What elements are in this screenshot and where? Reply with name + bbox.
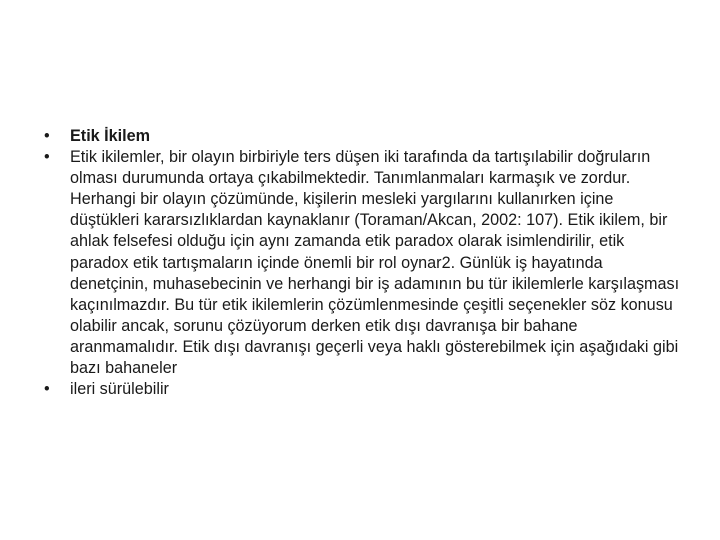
bullet-title-text: Etik İkilem — [70, 127, 151, 145]
bullet-continuation-text: ileri sürülebilir — [70, 380, 169, 399]
bullet-paragraph-text: Etik ikilemler, bir olayın birbiriyle ters düşen iki tarafında da tartışılabilir doğruların olması durumunda ortaya çıkabilmektedir. Tanımlanmaları karmaşık ve zordur. Herhangi bir olayın çözümünde, kişilerin mesleki yargılarını kullanırken içine düştükleri kararsızlıklardan kaynaklanır (Toraman/Akcan, 2002: 107). Etik ikilem, bir ahlak felsefesi olduğu için aynı zamanda etik paradox olarak isimlendirilir, etik paradox etik tartışmaların içinde önemli bir rol oynar2. Günlük iş hayatında denetçinin, muhasebecinin ve herhangi bir iş adamının bu tür ikilemlerle karşılaşması kaçınılmazdır. Bu tür etik ikilemlerin çözümlenmesinde çeşitli seçenekler söz konusu olabilir ancak, sorunu çözüyorum derken etik dışı davranışa bir bahane aranmamalıdır. Etik dışı davranışı geçerli veya haklı gösterebilmek için aşağıdaki gibi bazı bahaneler — [70, 148, 680, 378]
bullet-icon: • — [44, 148, 50, 167]
bullet-item-paragraph — [44, 147, 684, 379]
bullet-item-title — [44, 126, 684, 147]
bullet-icon: • — [44, 127, 50, 145]
bullet-icon: • — [44, 380, 50, 399]
bullet-list — [44, 126, 684, 400]
bullet-item-continuation — [44, 379, 684, 400]
